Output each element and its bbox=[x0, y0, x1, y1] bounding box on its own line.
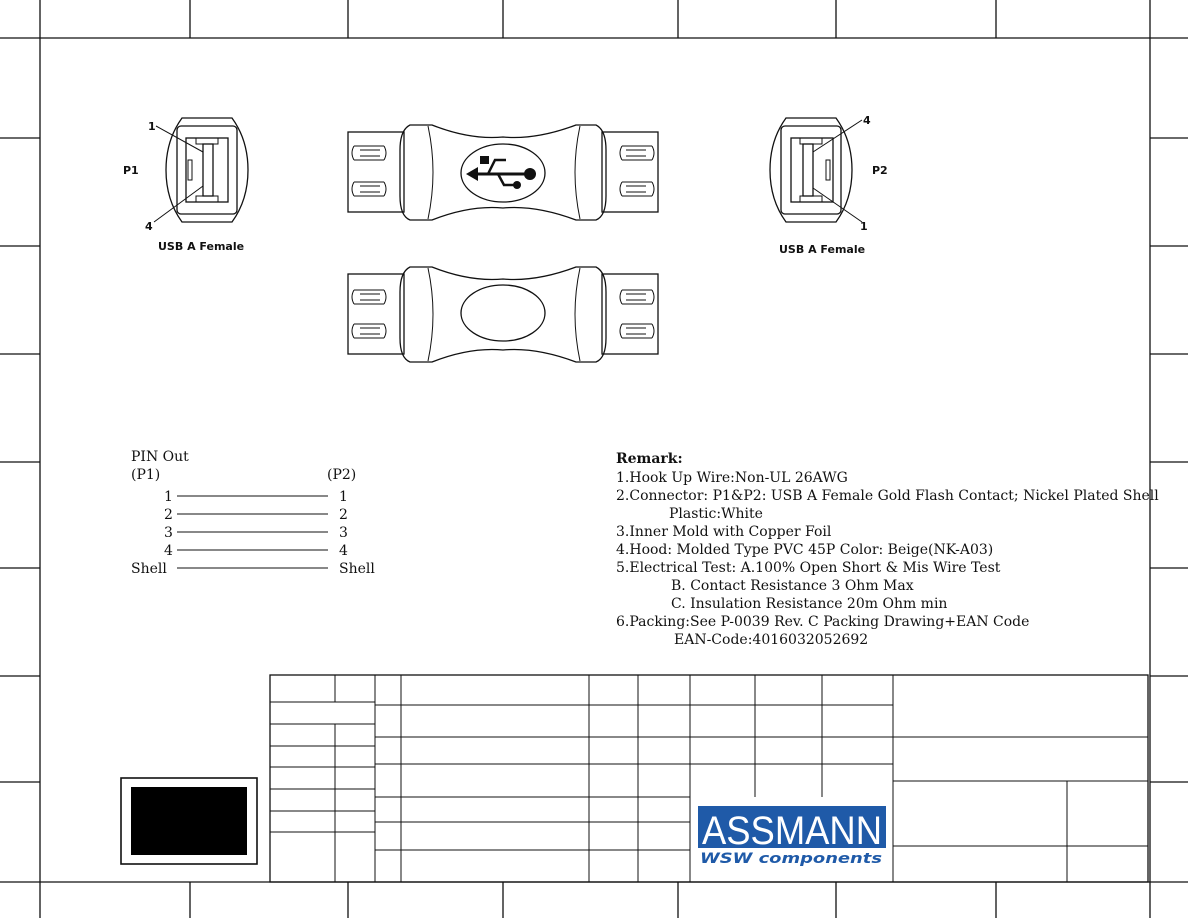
p1-caption: USB A Female bbox=[158, 240, 245, 253]
p2-connector-face bbox=[770, 118, 862, 222]
p1-label: P1 bbox=[123, 164, 139, 177]
pinout-left-4: 4 bbox=[164, 543, 173, 559]
p2-label: P2 bbox=[872, 164, 888, 177]
pinout-right-header: (P2) bbox=[327, 467, 357, 483]
redacted-block bbox=[121, 778, 257, 864]
pinout-left-shell: Shell bbox=[131, 561, 167, 577]
remark-line-2b: Plastic:White bbox=[669, 506, 763, 522]
pinout-right-1: 1 bbox=[339, 489, 348, 505]
remark-line-6b: EAN-Code:4016032052692 bbox=[674, 632, 869, 648]
p2-caption: USB A Female bbox=[779, 243, 866, 256]
pinout-right-2: 2 bbox=[339, 507, 348, 523]
remark-line-3: 3.Inner Mold with Copper Foil bbox=[616, 524, 832, 540]
adapter-top-view bbox=[348, 125, 658, 220]
pinout-left-header: (P1) bbox=[131, 467, 161, 483]
pinout-title: PIN Out bbox=[131, 449, 189, 465]
assmann-logo bbox=[698, 806, 886, 867]
p1-pin-bottom-label: 4 bbox=[145, 220, 153, 233]
p1-connector-face bbox=[154, 118, 248, 222]
remark-line-5c: C. Insulation Resistance 20m Ohm min bbox=[671, 596, 948, 612]
pinout-section bbox=[131, 449, 375, 577]
logo-tagline: WSW components bbox=[700, 851, 882, 867]
remark-line-1: 1.Hook Up Wire:Non-UL 26AWG bbox=[616, 470, 848, 486]
remark-line-4: 4.Hood: Molded Type PVC 45P Color: Beige(NK-A03) bbox=[616, 542, 994, 558]
p2-pin-bottom-label: 1 bbox=[860, 220, 868, 233]
remark-line-5: 5.Electrical Test: A.100% Open Short & Mis Wire Test bbox=[616, 560, 1001, 576]
remark-line-6: 6.Packing:See P-0039 Rev. C Packing Drawing+EAN Code bbox=[616, 614, 1030, 630]
pinout-right-shell: Shell bbox=[339, 561, 375, 577]
remarks-section bbox=[616, 451, 1159, 648]
adapter-bottom-view bbox=[348, 267, 658, 362]
pinout-left-1: 1 bbox=[164, 489, 173, 505]
pinout-left-3: 3 bbox=[164, 525, 173, 541]
pinout-right-3: 3 bbox=[339, 525, 348, 541]
remark-line-2: 2.Connector: P1&P2: USB A Female Gold Flash Contact; Nickel Plated Shell bbox=[616, 488, 1159, 504]
logo-name: ASSMANN bbox=[702, 809, 882, 853]
usb-trident-icon bbox=[466, 156, 536, 189]
remarks-title: Remark: bbox=[616, 451, 683, 467]
pinout-left-2: 2 bbox=[164, 507, 173, 523]
p2-pin-top-label: 4 bbox=[863, 114, 871, 127]
p1-pin-top-label: 1 bbox=[148, 120, 156, 133]
remark-line-5b: B. Contact Resistance 3 Ohm Max bbox=[671, 578, 914, 594]
pinout-right-4: 4 bbox=[339, 543, 348, 559]
